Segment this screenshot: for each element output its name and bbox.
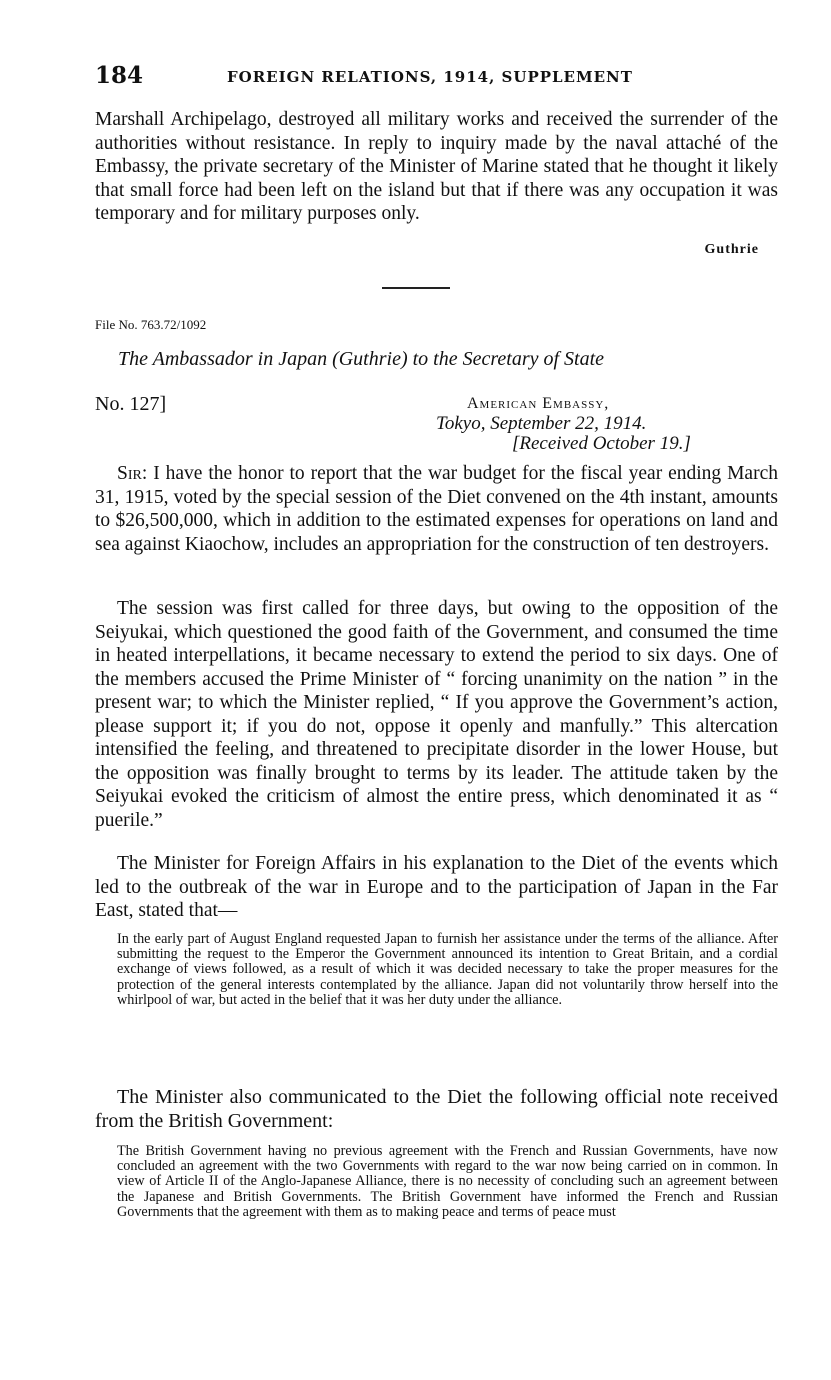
- paragraph-continuation: Marshall Archipelago, destroyed all military works and received the surrender of the authorities without resistance. In reply to inquiry made by the naval attaché of the Embassy, the private secretary of the Minister of Marine stated that he thought it likely that small force had been left on the island but that if there was any occupation it was temporary and for military purposes only.: [95, 109, 778, 224]
- paragraph-budget-text: : I have the honor to report that the war budget for the fiscal year ending March 31, 1915, voted by the special session of the Diet convened on the 4th instant, amounts to $26,500,000, which in addition to the estimated expenses for operations on land and sea against Kiaochow, includes an appropriation for the construction of ten destroyers.: [95, 463, 778, 555]
- block-quote-alliance: In the early part of August England requested Japan to furnish her assistance under the terms of the alliance. After submitting the request to the Emperor the Government announced its intention to Great Britain, and a cordial exchange of views followed, as a result of which it was decided necessary to take the proper measures for the protection of the general interests contemplated by the alliance. Japan did not voluntarily throw herself into the whirlpool of war, but acted in the belief that it was her duty under the alliance.: [117, 931, 778, 1008]
- salutation: Sir: [117, 463, 142, 484]
- section-divider: [382, 287, 450, 289]
- paragraph-budget: [95, 462, 778, 556]
- signature: Guthrie: [704, 242, 759, 257]
- block-quote-british-note: The British Government having no previous agreement with the French and Russian Governments, have now concluded an agreement with the two Governments with regard to the war now being carried on in common. In view of Article II of the Anglo-Japanese Alliance, there is no necessity of concluding such an agreement between the Japanese and British Governments. The British Government have informed the French and Russian Governments that the agreement with them as to making peace and terms of peace must: [117, 1143, 778, 1220]
- dateline: Tokyo, September 22, 1914.: [436, 413, 647, 434]
- document-title: The Ambassador in Japan (Guthrie) to the Secretary of State: [118, 348, 605, 370]
- page-number: 184: [95, 62, 144, 89]
- embassy-name: American Embassy,: [467, 395, 610, 412]
- paragraph-session: The session was first called for three days, but owing to the opposition of the Seiyukai, which questioned the good faith of the Government, and consumed the time in heated interpellations, it became necessary to extend the period to six days. One of the members accused the Prime Minister of “ forcing unanimity on the nation ” in the present war; to which the Minister replied, “ If you approve the Government’s action, please support it; if you do not, oppose it openly and manfully.” This altercation intensified the feeling, and threatened to precipitate disorder in the lower House, but the opposition was finally brought to terms by its leader. The attitude taken by the Seiyukai evoked the criticism of almost the entire press, which denominated it as “ puerile.”: [95, 598, 778, 831]
- paragraph-official-note: The Minister also communicated to the Diet the following official note received from the British Government:: [95, 1086, 778, 1132]
- page-header: [95, 62, 775, 92]
- running-head: FOREIGN RELATIONS, 1914, SUPPLEMENT: [227, 68, 633, 86]
- file-number: File No. 763.72/1092: [95, 317, 207, 332]
- document-number: No. 127]: [95, 393, 167, 415]
- received-date: [Received October 19.]: [512, 433, 691, 454]
- paragraph-foreign-minister: The Minister for Foreign Affairs in his explanation to the Diet of the events which led to the outbreak of the war in Europe and to the participation of Japan in the Far East, stated that—: [95, 853, 778, 921]
